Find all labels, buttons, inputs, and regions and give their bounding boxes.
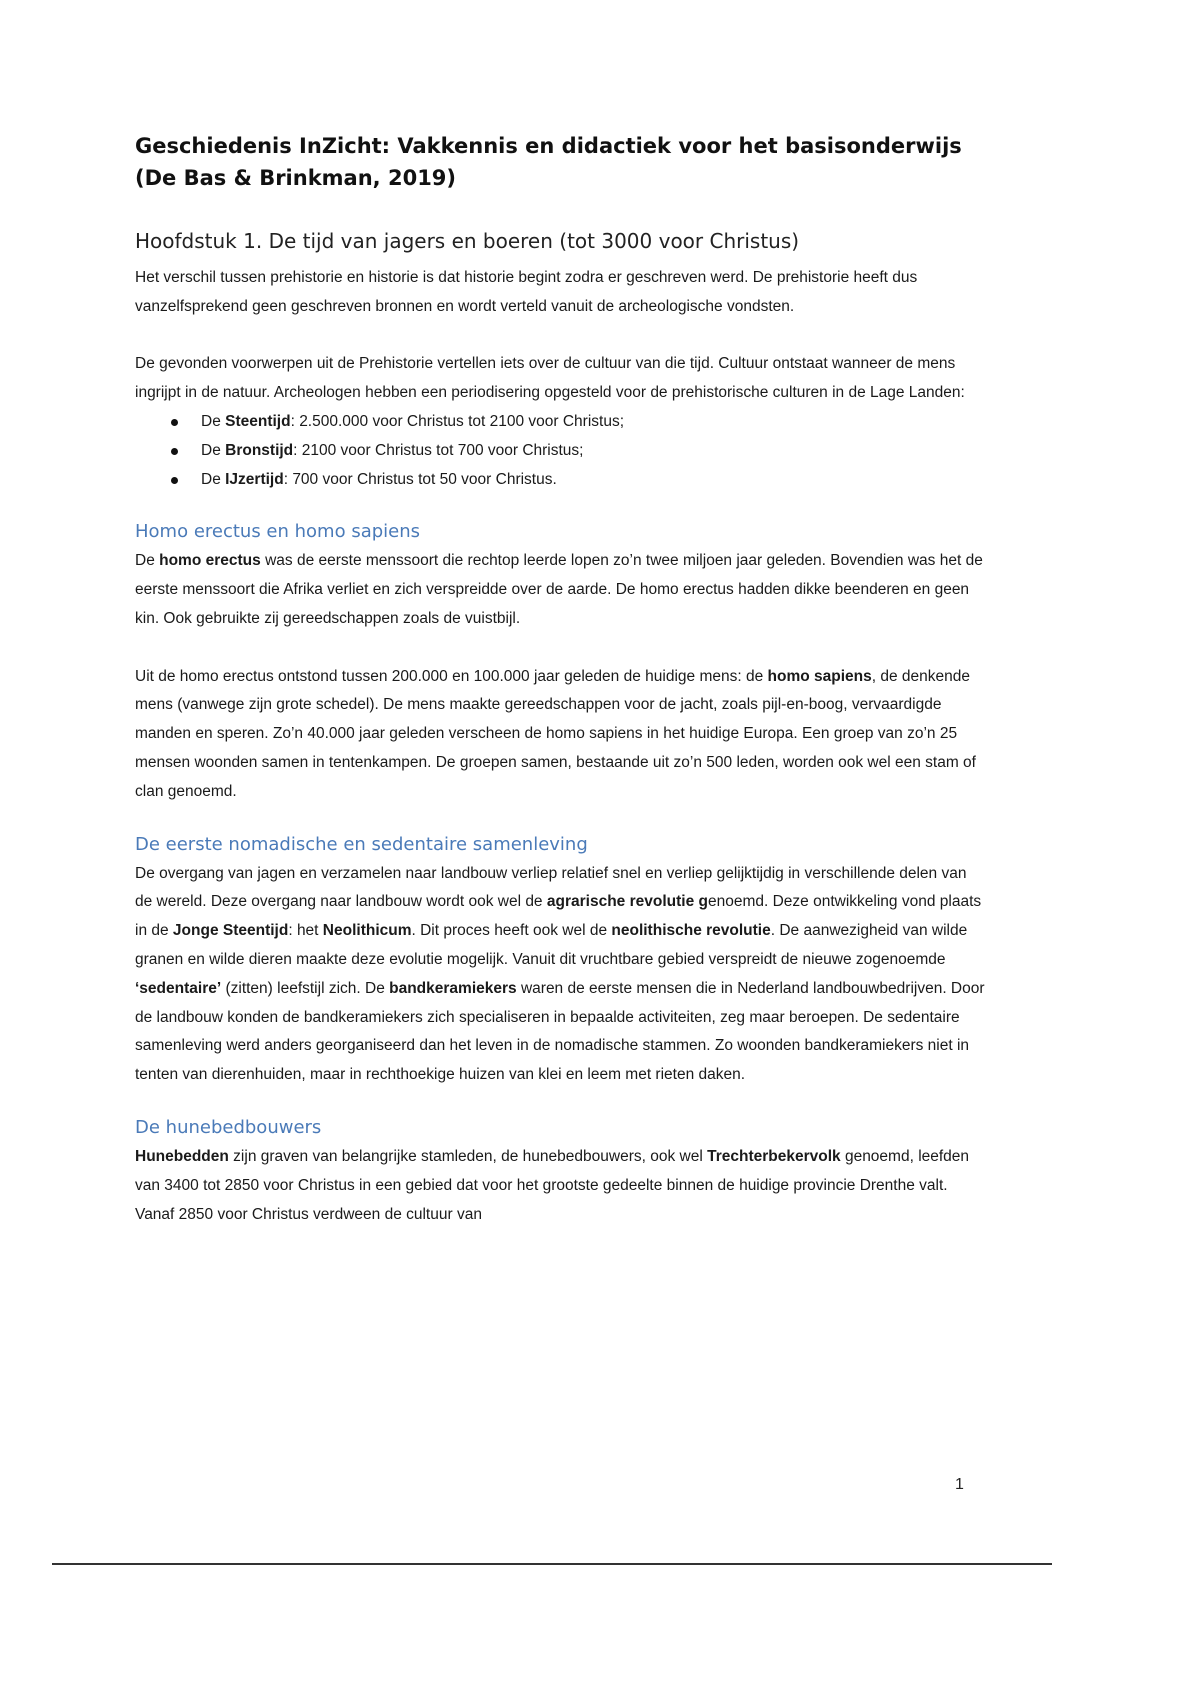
- period-prefix: De: [201, 441, 226, 459]
- text-run: genoemd, leefden van 3400 tot 2850 voor Christus in een gebied dat voor het grootste gedeelte binnen de huidige provincie Drenthe valt. Vanaf 2850 voor Christus verdween de cultuur van: [135, 1147, 970, 1223]
- bullet-icon: [171, 477, 178, 484]
- text-run: , de denkende mens (vanwege zijn grote schedel). De mens maakte gereedschappen voor de jacht, zoals pijl-en-boog, vervaardigde manden en speren. Zo’n 40.000 jaar geleden verscheen de homo sapiens in het huidige Europa. Een groep van zo’n 25 mensen woonden samen in tentenkampen. De groepen samen, bestaande uit zo’n 500 leden, worden ook wel een stam of clan genoemd.: [135, 667, 976, 800]
- text-run: De overgang van jagen en verzamelen naar landbouw verliep relatief snel en verliep gelijktijdig in verschillende delen van de wereld. Deze overgang naar landbouw wordt ook wel de: [135, 864, 967, 911]
- document-title-line-1: Geschiedenis InZicht: Vakkennis en didactiek voor het basisonderwijs: [135, 134, 962, 158]
- page-bottom-divider: [52, 1563, 1052, 1565]
- document-title-line-2: (De Bas & Brinkman, 2019): [135, 166, 457, 190]
- bold-term: Jonge Steentijd: [172, 922, 289, 940]
- period-range: : 700 voor Christus tot 50 voor Christus.: [283, 470, 557, 488]
- period-term: IJzertijd: [225, 470, 284, 488]
- page-number: 1: [955, 1476, 964, 1493]
- text-run: . De aanwezigheid van wilde granen en wilde dieren maakte deze evolutie mogelijk. Vanuit dit vruchtbare gebied verspreidt de nieuwe zogenoemde: [135, 922, 968, 968]
- list-item: [171, 466, 985, 495]
- chapter-title: Hoofdstuk 1. De tijd van jagers en boeren (tot 3000 voor Christus): [135, 229, 800, 253]
- page-content: [135, 130, 985, 1229]
- bold-term: Neolithicum: [322, 922, 412, 940]
- bold-term: homo sapiens: [767, 667, 872, 685]
- period-range: : 2100 voor Christus tot 700 voor Christus;: [293, 441, 584, 459]
- list-item: [171, 408, 985, 437]
- section-title-sedentary: De eerste nomadische en sedentaire samenleving: [135, 833, 588, 855]
- text-run: . Dit proces heeft ook wel de: [411, 922, 612, 940]
- text-run: (zitten) leefstijl zich. De: [221, 979, 390, 997]
- homo-paragraph-1: [135, 547, 985, 633]
- period-range: : 2.500.000 voor Christus tot 2100 voor Christus;: [290, 412, 625, 430]
- period-term: Bronstijd: [225, 441, 294, 459]
- period-prefix: De: [201, 412, 226, 430]
- section-title-homo: Homo erectus en homo sapiens: [135, 521, 421, 543]
- bold-term: Hunebedden: [135, 1147, 229, 1165]
- period-term: Steentijd: [225, 412, 291, 430]
- intro-paragraph-1: Het verschil tussen prehistorie en historie is dat historie begint zodra er geschreven werd. De prehistorie heeft dus vanzelfsprekend geen geschreven bronnen en wordt verteld vanuit de archeologische vondsten.: [135, 269, 918, 315]
- bold-term: g: [698, 893, 708, 911]
- text-run: Uit de homo erectus ontstond tussen 200.000 en 100.000 jaar geleden de huidige mens: de: [135, 667, 768, 685]
- bold-term: bandkeramiekers: [389, 979, 517, 997]
- period-prefix: De: [201, 470, 226, 488]
- bullet-icon: [171, 448, 178, 455]
- bold-term: homo erectus: [159, 552, 261, 570]
- sedentary-paragraph: [135, 860, 985, 1090]
- text-run: : het: [288, 922, 323, 940]
- bold-term: neolithische revolutie: [611, 922, 771, 940]
- bold-term: agrarische revolutie: [546, 893, 695, 911]
- text-run: waren de eerste mensen die in Nederland landbouwbedrijven. Door de landbouw konden de bandkeramiekers zich specialiseren in bepaalde activiteiten, zeg maar beroepen. De sedentaire samenleving werd anders georganiseerd dan het leven in de nomadische stammen. Zo woonden bandkeramiekers niet in tenten van dierenhuiden, maar in rechthoekige huizen van klei en leem met rieten daken.: [135, 979, 985, 1084]
- text-run: was de eerste menssoort die rechtop leerde lopen zo’n twee miljoen jaar geleden. Bovendien was het de eerste menssoort die Afrika verliet en zich verspreidde over de aarde. De homo erectus hadden dikke beenderen en geen kin. Ook gebruikte zij gereedschappen zoals de vuistbijl.: [135, 552, 983, 627]
- homo-paragraph-2: [135, 663, 985, 807]
- period-list: [135, 408, 985, 494]
- list-item: [171, 437, 985, 466]
- text-run: zijn graven van belangrijke stamleden, de hunebedbouwers, ook wel: [228, 1147, 708, 1165]
- text-run: De: [135, 552, 160, 570]
- text-run: enoemd. Deze ontwikkeling vond plaats in de: [135, 893, 982, 940]
- hunebed-paragraph: [135, 1143, 985, 1229]
- bold-term: Trechterbekervolk: [707, 1147, 841, 1165]
- document-title: [135, 130, 985, 194]
- intro-paragraph-2: De gevonden voorwerpen uit de Prehistorie vertellen iets over de cultuur van die tijd. Cultuur ontstaat wanneer de mens ingrijpt in de natuur. Archeologen hebben een periodisering opgesteld voor de prehistorische culturen in de Lage Landen:: [135, 355, 965, 402]
- bullet-icon: [171, 419, 178, 426]
- bold-term: ‘sedentaire’: [135, 979, 222, 997]
- section-title-hunebed: De hunebedbouwers: [135, 1116, 322, 1138]
